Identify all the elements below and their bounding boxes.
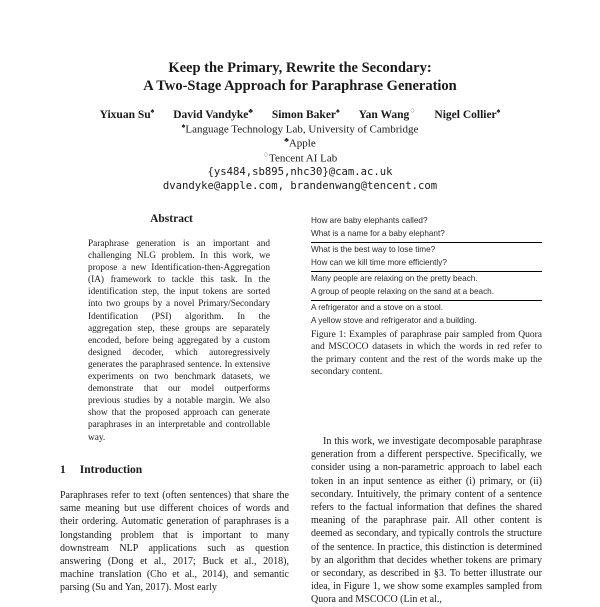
abstract-body: Paraphrase generation is an important and challenging NLG problem. In this work, we propose a new Identification-then-Aggregation (IA) framework to tackle this task. In the identification step, the input tokens are sorted into two groups by a novel Primary/Secondary Identification (PSI) algorithm. In the aggregation step, these groups are separately encoded, before being aggregated by a custom designed decoder, which autoregressively generates the paraphrased sentence. In extensive experiments on two benchmark datasets, we demonstrate that our model outperforms previous studies by a notable margin. We also show that the proposed approach can generate paraphrases in an interpretable and controllable way. <box>88 239 270 443</box>
example-sentence: Many people are relaxing on the pretty beach. <box>311 274 478 283</box>
abstract-heading: Abstract <box>150 213 193 225</box>
example-sentence: A refrigerator and a stove on a stool. <box>311 303 443 312</box>
figure-examples <box>311 214 542 329</box>
example-pair <box>311 214 542 242</box>
author-list <box>0 106 600 121</box>
body-paragraph: In this work, we investigate decomposable paraphrase generation from a different perspective. Specifically, we consider using a non-parametric approach to label each token in an input sentence as either (i) primary, or (ii) secondary. Intuitively, the primary content of a sentence refers to the factual information that defines the shared meaning of the paraphrase pair. All other content is deemed as secondary, and typically controls the structure of the sentence. In practice, this distinction is determined by an algorithm that decides whether tokens are primary or secondary, as described in §3. To better illustrate our idea, in Figure 1, we show some examples sampled from Quora and MSCOCO (Lin et al., <box>311 436 542 606</box>
affiliation: ♢Tencent AI Lab <box>262 151 338 165</box>
author: Nigel Collier♠ <box>434 107 501 121</box>
affiliation: ♣Apple <box>284 136 316 150</box>
affiliation: ♠Language Technology Lab, University of Cambridge <box>181 122 419 136</box>
author: David Vandyke♣ <box>173 107 253 121</box>
example-sentence: How can we kill time more efficiently? <box>311 257 447 267</box>
figure-caption: Figure 1: Examples of paraphrase pair sampled from Quora and MSCOCO datasets in which the words in red refer to the primary content and the rest of the words make up the secondary content. <box>311 330 542 377</box>
example-pair <box>311 272 542 300</box>
section-heading: 1 Introduction <box>60 464 143 476</box>
email-line: {ys484,sb895,nhc30}@cam.ac.uk <box>207 166 393 178</box>
example-sentence: What is the best way to lose time? <box>311 245 436 254</box>
example-pair <box>311 301 542 329</box>
author: Simon Baker♠ <box>271 107 340 121</box>
example-sentence: How are baby elephants called? <box>311 216 428 225</box>
email-line: dvandyke@apple.com, brandenwang@tencent.com <box>162 180 438 192</box>
paper-title-line-1: Keep the Primary, Rewrite the Secondary: <box>168 60 432 76</box>
author: Yixuan Su♠ <box>99 107 155 121</box>
paper-title-line-2: A Two-Stage Approach for Paraphrase Generation <box>143 78 457 94</box>
example-sentence: What is a name for a baby elephant? <box>311 228 445 238</box>
example-sentence: A group of people relaxing on the sand at a beach. <box>311 286 494 296</box>
intro-paragraph: Paraphrases refer to text (often sentences) that share the same meaning but use different choices of words and their ordering. Automatic generation of paraphrases is a longstanding problem that is important to many downstream NLP applications such as question answering (Dong et al., 2017; Buck et al., 2018), machine translation (Cho et al., 2014), and semantic parsing (Su and Yan, 2017). Most early <box>60 490 289 594</box>
example-pair <box>311 243 542 271</box>
example-sentence: A yellow stove and refrigerator and a building. <box>311 315 477 325</box>
author: Yan Wang♢ <box>358 107 416 121</box>
